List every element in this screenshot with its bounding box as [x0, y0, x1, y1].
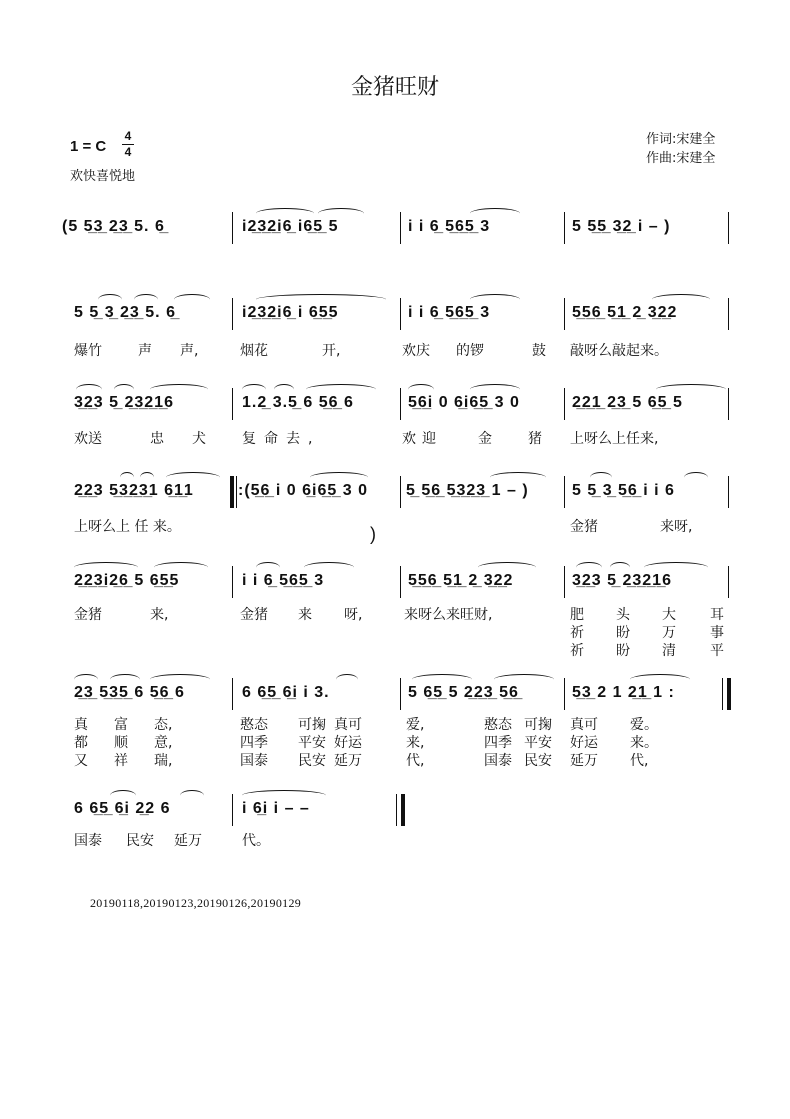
slur	[470, 384, 520, 395]
slur	[412, 674, 472, 685]
slur	[110, 790, 136, 801]
lyric: 祈	[570, 625, 584, 641]
lyric: 真可	[570, 717, 598, 733]
lyric: 猪	[528, 431, 542, 447]
lyric: 平安	[298, 735, 326, 751]
measure: i2̲3̲2̲i6̲ i 6̲5̲5	[242, 304, 339, 321]
measure: i i 6̲ 5̲6̲5̲ 3	[242, 572, 325, 589]
lyric: 延万	[570, 753, 598, 769]
slur	[590, 472, 612, 483]
measure: 5̲ 5̲6̲ 5̲3̲2̲3̲ 1 – )	[406, 482, 529, 499]
lyric: 可掬	[298, 717, 326, 733]
lyric: 意,	[154, 735, 173, 751]
lyric: 国泰	[74, 833, 102, 849]
slur	[470, 208, 520, 219]
slur	[490, 472, 546, 483]
measure: 5̲5̲6̲ 5̲1̲ 2̲ 3̲2̲2	[408, 572, 514, 589]
key-signature: 1 = C	[70, 138, 107, 155]
lyric: 四季	[484, 735, 512, 751]
lyric: 民安	[524, 753, 552, 769]
measure: 3̲2̲3 5̲ 2̲3̲2̲1̲6	[74, 394, 174, 411]
time-signature	[122, 130, 134, 159]
slur	[310, 472, 368, 483]
lyric: 来,	[150, 607, 169, 623]
lyric: 憨态	[484, 717, 512, 733]
slur	[150, 674, 210, 685]
slur	[656, 384, 726, 395]
lyric: 盼	[616, 625, 630, 641]
lyric: 平	[710, 643, 724, 659]
measure: 5̲6̲i 0 6̲i6̲5̲ 3 0	[408, 394, 520, 411]
lyric: 延万	[334, 753, 362, 769]
slur	[242, 384, 266, 395]
slur	[180, 790, 204, 801]
measure: 2̲3̲ 5̲3̲5̲ 6 5̲6̲ 6	[74, 684, 185, 701]
slur	[120, 472, 134, 483]
slur	[274, 384, 294, 395]
slur	[256, 294, 386, 305]
lyric: 鼓	[532, 343, 546, 359]
lyric: 来呀,	[660, 519, 693, 535]
lyric: 开,	[322, 343, 341, 359]
measure: 5 5̲ 3̲ 5̲6̲ i i 6	[572, 482, 675, 499]
slur	[478, 562, 536, 573]
lyric: 爱,	[406, 717, 425, 733]
slur	[154, 562, 208, 573]
measure: i 6̲i i – –	[242, 800, 310, 817]
lyric: 敲呀么敲起来。	[570, 343, 668, 359]
lyric: 真	[74, 717, 88, 733]
slur	[98, 294, 122, 305]
lyric: 代,	[630, 753, 649, 769]
lyric: 来,	[406, 735, 425, 751]
tempo-marking: 欢快喜悦地	[70, 169, 136, 184]
lyric: 四季	[240, 735, 268, 751]
lyric: 延万	[174, 833, 202, 849]
lyric: 欢迎	[402, 431, 442, 447]
lyric: 态,	[154, 717, 173, 733]
slur	[110, 674, 140, 685]
measure: 5 5̲ 3̲ 2̲3̲ 5. 6̲	[74, 304, 176, 321]
lyric: 金猪	[240, 607, 268, 623]
slur	[134, 294, 158, 305]
lyric: 好运	[334, 735, 362, 751]
measure: 2̲2̲1̲ 2̲3̲ 5 6̲5̲ 5	[572, 394, 683, 411]
measure: 6 6̲5̲ 6̲i i 3.	[242, 684, 330, 701]
lyric: 金猪	[570, 519, 598, 535]
slur	[652, 294, 710, 305]
lyric: 代,	[406, 753, 425, 769]
lyric: 祥	[114, 753, 128, 769]
lyric: 好运	[570, 735, 598, 751]
lyric: 欢庆	[402, 343, 430, 359]
measure: 5 5̲5̲ 3̲2̲ i – )	[572, 218, 671, 235]
lyric: 都	[74, 735, 88, 751]
slur	[644, 562, 708, 573]
lyric: 上呀么上 任 来。	[74, 519, 181, 535]
measure: 5 6̲5̲ 5 2̲2̲3̲ 5̲6̲	[408, 684, 519, 701]
lyric: 代。	[242, 833, 270, 849]
measure: 3̲2̲3 5̲ 2̲3̲2̲1̲6	[572, 572, 672, 589]
lyric: 大	[662, 607, 676, 623]
lyric: 声	[138, 343, 152, 359]
lyric: 上呀么上任来,	[570, 431, 659, 447]
lyric: 复命去,	[242, 431, 321, 447]
measure: 5̲3̲ 2 1 2̲1̲ 1 :	[572, 684, 675, 701]
slur	[336, 674, 358, 685]
slur	[166, 472, 220, 483]
measure: i i 6̲ 5̲6̲5̲ 3	[408, 218, 491, 235]
closing-parenthesis: )	[370, 524, 376, 544]
song-title: 金猪旺财	[350, 75, 439, 100]
measure: (5 5̲3̲ 2̲3̲ 5. 6̲	[62, 218, 165, 235]
measure: i2̲3̲2̲i6̲ i6̲5̲ 5	[242, 218, 339, 235]
slur	[140, 472, 154, 483]
lyric: 民安	[126, 833, 154, 849]
lyric: 金猪	[74, 607, 102, 623]
lyric: 瑞,	[154, 753, 173, 769]
slur	[408, 384, 434, 395]
slur	[304, 562, 354, 573]
slur	[630, 674, 690, 685]
lyric: 盼	[616, 643, 630, 659]
slur	[74, 674, 98, 685]
measure: 1.2̲ 3.5̲ 6 5̲6̲ 6	[242, 394, 354, 411]
lyric: 顺	[114, 735, 128, 751]
lyric: 金	[478, 431, 492, 447]
slur	[256, 562, 280, 573]
meter-top: 4	[124, 129, 132, 143]
measure: 2̲2̲3 5̲3̲2̲3̲1 6̲1̲1	[74, 482, 194, 499]
slur	[256, 208, 314, 219]
slur	[318, 208, 364, 219]
revision-dates: 20190118,20190123,20190126,20190129	[90, 896, 302, 910]
lyric: 来	[298, 607, 312, 623]
measure: :(5̲6̲ i 0 6̲i6̲5̲ 3 0	[238, 482, 368, 499]
slur	[576, 562, 602, 573]
lyric: 祈	[570, 643, 584, 659]
lyric: 爆竹	[74, 343, 102, 359]
lyric: 万	[662, 625, 676, 641]
slur	[74, 562, 138, 573]
lyricist-credit: 作词:宋建全	[646, 132, 716, 147]
lyric: 真可	[334, 717, 362, 733]
composer-credit: 作曲:宋建全	[646, 151, 716, 166]
slur	[306, 384, 376, 395]
slur	[114, 384, 134, 395]
lyric: 耳	[710, 607, 724, 623]
slur	[610, 562, 630, 573]
measure: 6 6̲5̲ 6̲i 2̲2 6	[74, 800, 171, 817]
lyric: 国泰	[240, 753, 268, 769]
lyric: 民安	[298, 753, 326, 769]
measure: 2̲2̲3̲i2̲6̲ 5 6̲5̲5	[74, 572, 180, 589]
slur	[76, 384, 102, 395]
lyric: 忠	[150, 431, 164, 447]
lyric: 国泰	[484, 753, 512, 769]
lyric: 平安	[524, 735, 552, 751]
lyric: 肥	[570, 607, 584, 623]
slur	[242, 790, 326, 801]
lyric: 爱。	[630, 717, 658, 733]
lyric: 事	[710, 625, 724, 641]
lyric: 富	[114, 717, 128, 733]
slur	[470, 294, 520, 305]
lyric: 犬	[192, 431, 206, 447]
lyric: 呀,	[344, 607, 363, 623]
lyric: 又	[74, 753, 88, 769]
slur	[684, 472, 708, 483]
lyric: 烟花	[240, 343, 268, 359]
lyric: 来呀么来旺财,	[404, 607, 493, 623]
lyric: 清	[662, 643, 676, 659]
slur	[150, 384, 208, 395]
lyric: 声,	[180, 343, 199, 359]
measure: 5̲5̲6̲ 5̲1̲ 2̲ 3̲2̲2	[572, 304, 678, 321]
meter-bottom: 4	[124, 145, 132, 159]
lyric: 欢送	[74, 431, 102, 447]
lyric: 来。	[630, 735, 658, 751]
lyric: 的锣	[456, 343, 484, 359]
slur	[494, 674, 554, 685]
slur	[174, 294, 210, 305]
lyric: 头	[616, 607, 630, 623]
lyric: 可掬	[524, 717, 552, 733]
lyric: 憨态	[240, 717, 268, 733]
measure: i i 6̲ 5̲6̲5̲ 3	[408, 304, 491, 321]
